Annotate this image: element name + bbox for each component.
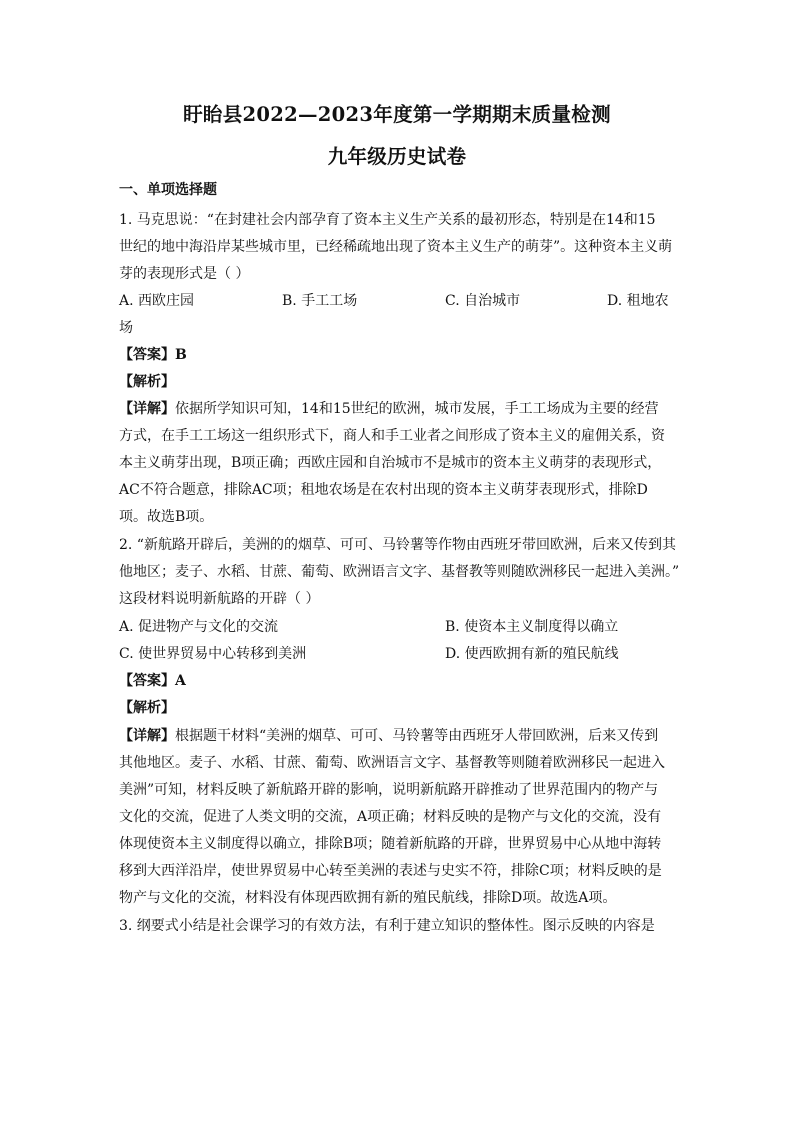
q1-option-d: D. 租地农 [607,293,669,309]
page-title: 盱眙县2022—2023年度第一学期期末质量检测 [183,103,611,126]
q1-option-c: C. 自治城市 [445,293,521,309]
question-3-line-1: 3. 纲要式小结是社会课学习的有效方法，有利于建立知识的整体性。图示反映的内容是 [119,918,655,934]
q1-option-d-wrap: 场 [119,320,133,336]
question-2-line-3: 这段材料说明新航路的开辟（ ） [119,591,320,607]
page-subtitle: 九年级历史试卷 [327,145,467,168]
q1-answer: 【答案】B [119,347,187,363]
question-2-line-1: 2. “新航路开辟后，美洲的的烟草、可可、马铃薯等作物由西班牙带回欧洲，后来又传到其 [119,537,676,553]
q2-detail-line-7: 物产与文化的交流，材料没有体现西欧拥有新的殖民航线，排除D项。故选A项。 [119,890,617,906]
q2-detail-line-1: 【详解】根据题干材料“美洲的烟草、可可、马铃薯等由西班牙人带回欧洲，后来又传到 [119,728,659,744]
section-heading: 一、单项选择题 [119,182,217,198]
q2-detail-line-4: 文化的交流，促进了人类文明的交流，A项正确；材料反映的是物产与文化的交流，没有 [119,809,662,825]
question-1-line-3: 芽的表现形式是（ ） [119,266,250,282]
q1-detail-line-1: 【详解】依据所学知识可知，14和15世纪的欧洲，城市发展，手工工场成为主要的经营 [119,401,659,417]
q1-detail-line-3: 本主义萌芽出现，B项正确；西欧庄园和自治城市不是城市的资本主义萌芽的表现形式， [119,455,662,471]
q1-detail-line-2: 方式，在手工工场这一组织形式下，商人和手工业者之间形成了资本主义的雇佣关系，资 [119,428,665,444]
q1-analysis-tag: 【解析】 [119,374,175,390]
q2-detail-line-2: 其他地区。麦子、水稻、甘蔗、葡萄、欧洲语言文字、基督教等则随着欧洲移民一起进入 [119,755,665,771]
question-1-line-2: 世纪的地中海沿岸某些城市里，已经稀疏地出现了资本主义生产的萌芽”。这种资本主义萌 [119,239,673,255]
q2-detail-line-6: 移到大西洋沿岸，使世界贸易中心转至美洲的表述与史实不符，排除C项；材料反映的是 [119,863,662,879]
q2-option-c: C. 使世界贸易中心转移到美洲 [119,646,307,662]
question-2-line-2: 他地区；麦子、水稻、甘蔗、葡萄、欧洲语言文字、基督教等则随欧洲移民一起进入美洲。” [119,564,680,580]
q1-option-a: A. 西欧庄园 [119,293,195,309]
q1-detail-line-5: 项。故选B项。 [119,509,214,525]
q2-option-b: B. 使资本主义制度得以确立 [445,619,619,635]
q1-option-b: B. 手工工场 [282,293,358,309]
q2-analysis-tag: 【解析】 [119,700,175,716]
q2-detail-line-3: 美洲”可知，材料反映了新航路开辟的影响，说明新航路开辟推动了世界范围内的物产与 [119,782,659,798]
question-1-line-1: 1. 马克思说：“在封建社会内部孕育了资本主义生产关系的最初形态，特别是在14和15 [119,212,656,228]
q2-answer: 【答案】A [119,673,186,689]
q2-option-d: D. 使西欧拥有新的殖民航线 [445,646,619,662]
q1-detail-line-4: AC不符合题意，排除AC项；租地农场是在农村出现的资本主义萌芽表现形式，排除D [119,482,648,498]
q2-detail-line-5: 体现使资本主义制度得以确立，排除B项；随着新航路的开辟，世界贸易中心从地中海转 [119,836,662,852]
q2-option-a: A. 促进物产与文化的交流 [119,619,279,635]
q1-detail-tag: 【详解】 [119,401,175,417]
q2-detail-tag: 【详解】 [119,728,175,744]
